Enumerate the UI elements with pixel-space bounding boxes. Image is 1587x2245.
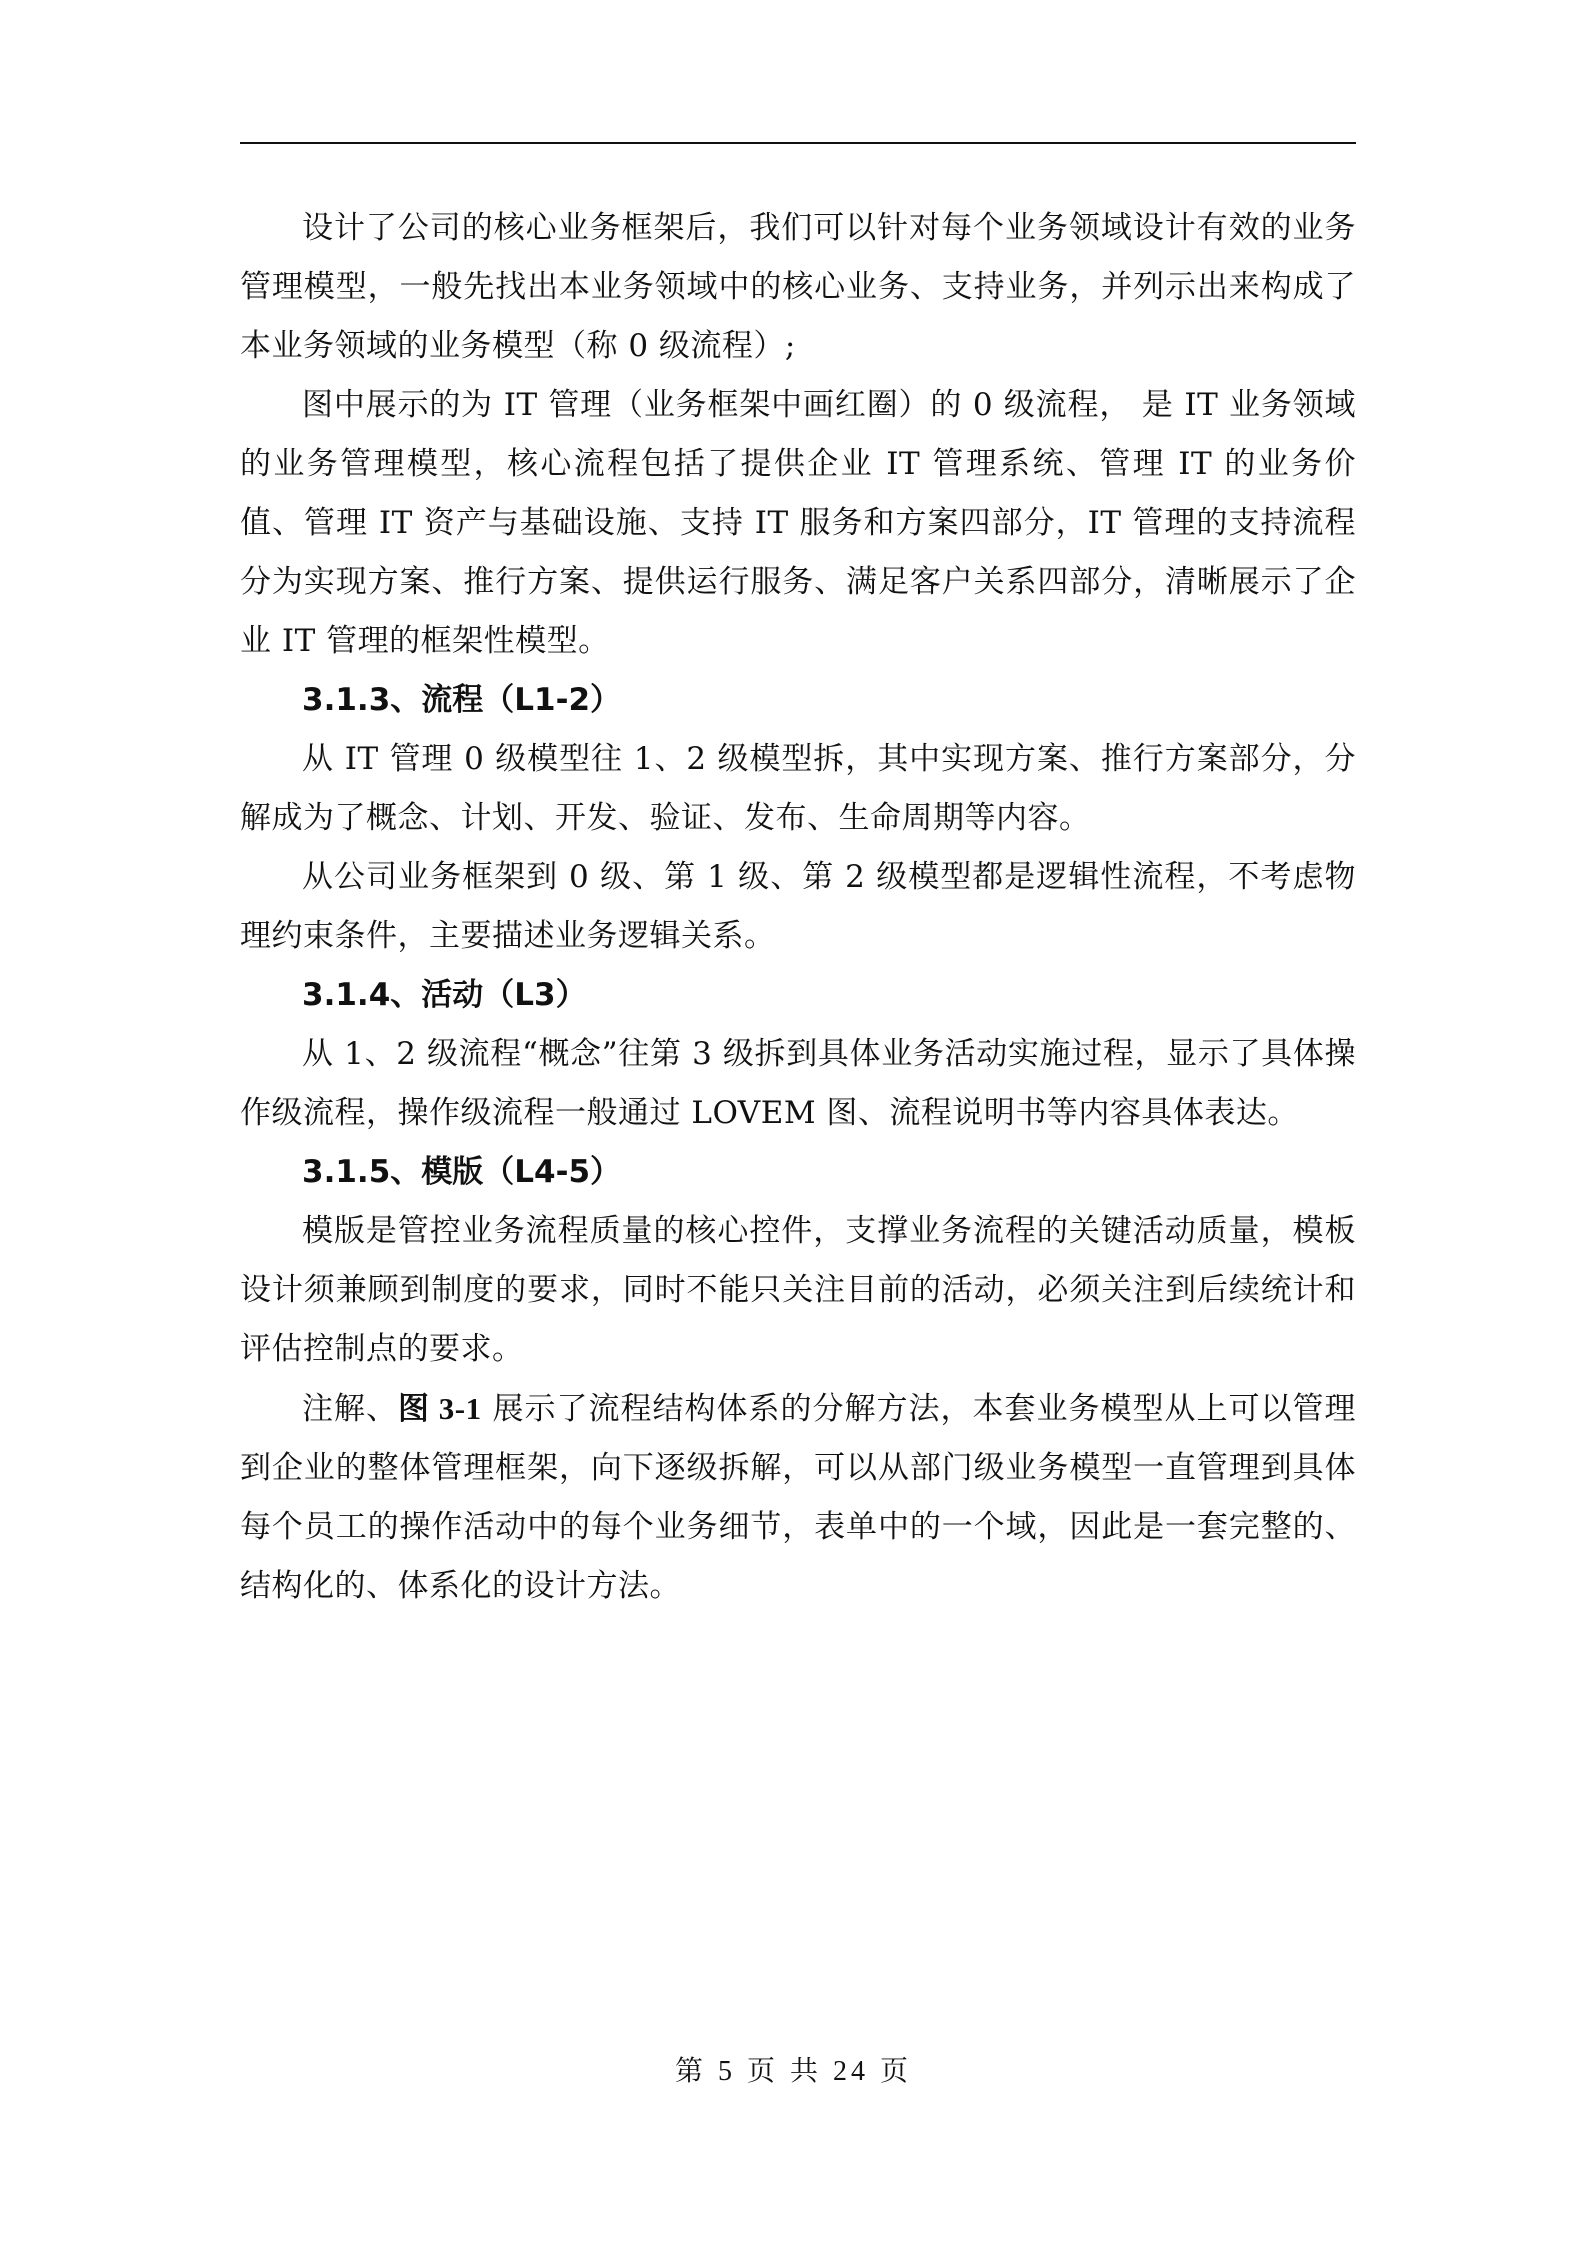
paragraph-level12-decomposition: 从 IT 管理 0 级模型往 1、2 级模型拆，其中实现方案、推行方案部分，分解成为了概念、计划、开发、验证、发布、生命周期等内容。	[240, 741, 1356, 836]
paragraph-note-figure	[240, 1379, 1356, 1616]
paragraph-template-control: 模版是管控业务流程质量的核心控件，支撑业务流程的关键活动质量，模板设计须兼顾到制度的要求，同时不能只关注目前的活动，必须关注到后续统计和评估控制点的要求。	[240, 1213, 1356, 1367]
note-prefix: 注解、	[302, 1391, 399, 1427]
page-number-footer: 第 5 页 共 24 页	[674, 2056, 912, 2087]
figure-reference-link[interactable]: 图 3-1	[398, 1391, 482, 1426]
paragraph-level3-activity: 从 1、2 级流程“概念”往第 3 级拆到具体业务活动实施过程，显示了具体操作级流程，操作级流程一般通过 LOVEM 图、流程说明书等内容具体表达。	[240, 1036, 1356, 1131]
section-heading-process: 3.1.3、流程（L1-2）	[302, 682, 622, 718]
document-body	[240, 199, 1356, 1616]
paragraph-core-business-framework: 设计了公司的核心业务框架后，我们可以针对每个业务领域设计有效的业务管理模型，一般先找出本业务领域中的核心业务、支持业务，并列示出来构成了本业务领域的业务模型（称 0 级流程）;	[240, 210, 1356, 364]
paragraph-it-management-level0: 图中展示的为 IT 管理（业务框架中画红圈）的 0 级流程， 是 IT 业务领域的业务管理模型，核心流程包括了提供企业 IT 管理系统、管理 IT 的业务价值、管理 IT 资产与基础设施、支持 IT 服务和方案四部分，IT 管理的支持流程分为实现方案、推行方案、提供运行服务、满足客户关系四部分，清晰展示了企业 IT 管理的框架性模型。	[240, 387, 1356, 659]
section-heading-activity: 3.1.4、活动（L3）	[302, 977, 587, 1013]
note-body: 展示了流程结构体系的分解方法，本套业务模型从上可以管理到企业的整体管理框架，向下逐级拆解，可以从部门级业务模型一直管理到具体每个员工的操作活动中的每个业务细节，表单中的一个域，因此是一套完整的、结构化的、体系化的设计方法。	[240, 1391, 1356, 1604]
paragraph-logical-process: 从公司业务框架到 0 级、第 1 级、第 2 级模型都是逻辑性流程，不考虑物理约束条件，主要描述业务逻辑关系。	[240, 859, 1356, 954]
section-heading-template: 3.1.5、模版（L4-5）	[302, 1154, 622, 1190]
header-rule	[240, 142, 1356, 144]
